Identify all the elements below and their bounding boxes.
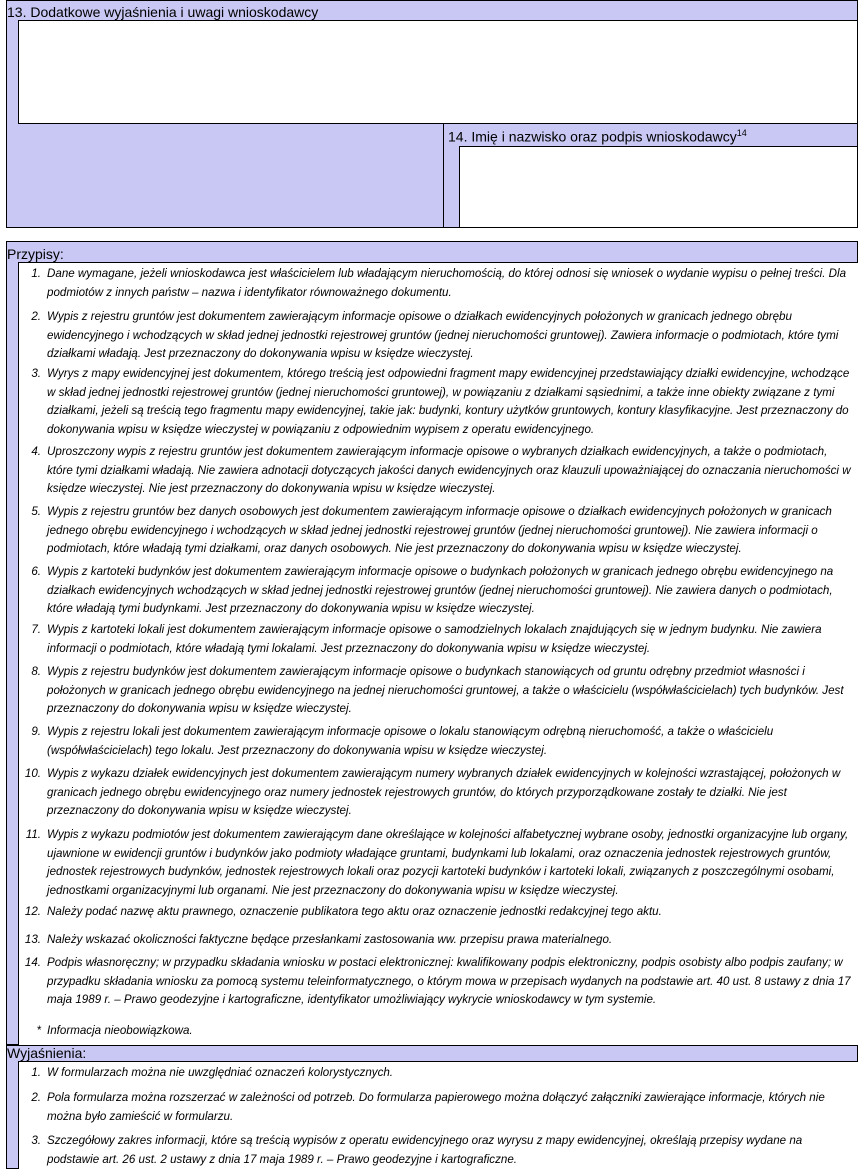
section-14-divider [443, 124, 444, 228]
footnote-text: Wypis z rejestru lokali jest dokumentem zawierającym informacje opisowe o lokalu stanowiącym odrębną nieruchomość, a także o właścicielu (współwłaścicielach) tego lokalu. Jest przeznaczony do dokonywania wpisu w księdze wieczystej. [47, 725, 774, 757]
explanation-number: 3. [31, 1134, 41, 1147]
explanation-number: 2. [31, 1091, 41, 1104]
footnote-text: Wypis z rejestru gruntów jest dokumentem zawierającym informacje opisowe o działkach ewidencyjnych położonych w granicach jednego obrębu ewidencyjnego i wchodzących w skład jednej jednostki rejestrowej gruntów (jednej nieruchomości gruntowej). Zawiera informacje o podmiotach, które tymi działkami władają. Jest przeznaczony do dokonywania wpisu w księdze wieczystej. [47, 310, 839, 361]
footnote-text: Informacja nieobowiązkowa. [47, 1024, 193, 1037]
explanation-text: Pola formularza można rozszerzać w zależności od potrzeb. Do formularza papierowego można dołączyć załączniki zawierające informacje, których nie można było zamieścić w formularzu. [47, 1091, 825, 1123]
przypisy-heading: Przypisy: [7, 246, 64, 262]
footnote-number: 12. [24, 905, 41, 918]
signature-field[interactable] [459, 146, 858, 228]
footnote-number: 11. [25, 828, 41, 841]
footnote-text: Wypis z rejestru gruntów bez danych osobowych jest dokumentem zawierającym informacje opisowe o działkach ewidencyjnych położonych w granicach jednego obrębu ewidencyjnego i wchodzących w skład jednej jednostki rejestrowej gruntów (jednej nieruchomości gruntowej). Nie zawiera informacji o podmiotach, które władają tymi działkami, oraz danych osobowych. Nie jest przeznaczony do dokonywania wpisu w księdze wieczystej. [47, 505, 832, 556]
footnote-text: Należy podać nazwę aktu prawnego, oznaczenie publikatora tego aktu oraz oznaczenie jednostki redakcyjnej tego aktu. [47, 905, 662, 918]
footnote-number: 7. [31, 623, 41, 636]
footnote-text: Wyrys z mapy ewidencyjnej jest dokumentem, którego treścią jest odpowiedni fragment mapy ewidencyjnej przedstawiający działki ewidencyjne, wchodzące w skład jednej jednostki rejestrowej gruntów (jednej nieruchomości gruntowej), w powiązaniu z działkami sąsiednimi, a także inne obiekty związane z tymi działkami, jeżeli są treścią tego fragmentu mapy ewidencyjnej, takie jak: budynki, kontury użytków gruntowych, kontury klasyfikacyjne. Jest przeznaczony do dokonywania wpisu w księdze wieczystej w powiązaniu z odpowiednim wypisem z operatu ewidencyjnego. [47, 367, 850, 436]
footnote-number: 9. [31, 725, 41, 738]
additional-remarks-field[interactable] [18, 20, 858, 124]
footnote-number: 10. [24, 767, 41, 780]
section-14-label: 14. Imię i nazwisko oraz podpis wnioskodawcy [448, 128, 737, 145]
footnote-number: 5. [31, 505, 41, 518]
wyjasnienia-list [18, 1061, 858, 1169]
explanation-text: Szczegółowy zakres informacji, które są treścią wypisów z operatu ewidencyjnego oraz wyrysu z mapy ewidencyjnej, określają przepisy wydane na podstawie art. 26 ust. 2 ustawy z dnia 17 maja 1989 r. – Prawo geodezyjne i kartograficzne. [47, 1134, 803, 1166]
footnote-number: 2. [31, 310, 41, 323]
footnote-number: 6. [31, 565, 41, 578]
footnote-text: Wypis z kartoteki budynków jest dokumentem zawierającym informacje opisowe o budynkach położonych w granicach jednego obrębu ewidencyjnego na działkach ewidencyjnych wchodzących w skład jednej jednostki rejestrowej gruntów (jednej nieruchomości gruntowej). Nie zawiera danych o podmiotach, które władają tymi budynkami. Jest przeznaczony do dokonywania wpisu w księdze wieczystej. [47, 565, 834, 616]
footnote-number: 14. [24, 956, 41, 969]
footnote-text: Wypis z rejestru budynków jest dokumentem zawierającym informacje opisowe o budynkach stanowiących od gruntu odrębny przedmiot własności i położonych w granicach jednego obrębu ewidencyjnego na jednej nieruchomości gruntowej, a także o właścicielu (współwłaścicielach) tych budynków. Jest przeznaczony do dokonywania wpisu w księdze wieczystej. [47, 665, 844, 716]
section-13-title: 13. Dodatkowe wyjaśnienia i uwagi wnioskodawcy [7, 4, 319, 20]
explanation-text: W formularzach można nie uwzględniać oznaczeń kolorystycznych. [47, 1066, 394, 1079]
footnote-number: 1. [31, 267, 41, 280]
section-14-title [448, 128, 747, 145]
footnote-number: 3. [31, 367, 41, 380]
footnote-ref: 14 [736, 128, 747, 138]
footnote-text: Wypis z wykazu działek ewidencyjnych jest dokumentem zawierającym numery wybranych działek ewidencyjnych w kolejności wzrastającej, położonych w granicach jednego obrębu ewidencyjnego oraz numery jednostek rejestrowych gruntów, do których przyporządkowane zostały te działki. Nie jest przeznaczony do dokonywania wpisu w księdze wieczystej. [47, 767, 841, 818]
footnote-number: 4. [31, 445, 41, 458]
footnote-text: Podpis własnoręczny; w przypadku składania wniosku w postaci elektronicznej: kwalifikowany podpis elektroniczny, podpis osobisty albo podpis zaufany; w przypadku składania wniosku za pomocą systemu teleinformatycznego, o którym mowa w przepisach wydanych na podstawie art. 40 ust. 8 ustawy z dnia 17 maja 1989 r. – Prawo geodezyjne i kartograficzne, identyfikator umożliwiający wykrycie wnioskodawcy w tym systemie. [47, 956, 851, 1007]
footnote-text: Dane wymagane, jeżeli wnioskodawca jest właścicielem lub władającym nieruchomością, do której odnosi się wniosek o wydanie wypisu o pełnej treści. Dla podmiotów z innych państw – nazwa i identyfikator równoważnego dokumentu. [47, 267, 847, 299]
explanation-number: 1. [31, 1066, 41, 1079]
footnote-text: Wypis z wykazu podmiotów jest dokumentem zawierającym dane określające w kolejności alfabetycznej wybrane osoby, jednostki organizacyjne lub organy, ujawnione w ewidencji gruntów i budynków jako podmioty władające gruntami, budynkami lub lokalami, oraz oznaczenia jednostek rejestrowych gruntów, jednostek rejestrowych budynków, jednostek rejestrowych lokali oraz pozycji kartoteki budynków i kartoteki lokali, związanych z poszczególnymi osobami, jednostkami organizacyjnymi lub organami. Nie jest przeznaczony do dokonywania wpisu w księdze wieczystej. [47, 828, 849, 897]
footnote-number: 8. [31, 665, 41, 678]
footnote-text: Należy wskazać okoliczności faktyczne będące przesłankami zastosowania ww. przepisu prawa materialnego. [47, 933, 613, 946]
footnote-number: 13. [24, 933, 41, 946]
wyjasnienia-heading: Wyjaśnienia: [7, 1045, 87, 1061]
footnote-number: * [36, 1024, 41, 1037]
przypisy-list [18, 262, 858, 1045]
footnote-text: Wypis z kartoteki lokali jest dokumentem zawierającym informacje opisowe o samodzielnych lokalach znajdujących się w jednym budynku. Nie zawiera informacji o podmiotach, które władają tymi lokalami. Jest przeznaczony do dokonywania wpisu w księdze wieczystej. [47, 623, 822, 655]
footnote-text: Uproszczony wypis z rejestru gruntów jest dokumentem zawierającym informacje opisowe o wybranych działkach ewidencyjnych, a także o podmiotach, które tymi działkami władają. Nie zawiera adnotacji dotyczących jakości danych ewidencyjnych oraz klauzuli upoważniającej do oznaczania nieruchomości w księdze wieczystej. Nie jest przeznaczony do dokonywania wpisu w księdze wieczystej. [47, 445, 851, 496]
